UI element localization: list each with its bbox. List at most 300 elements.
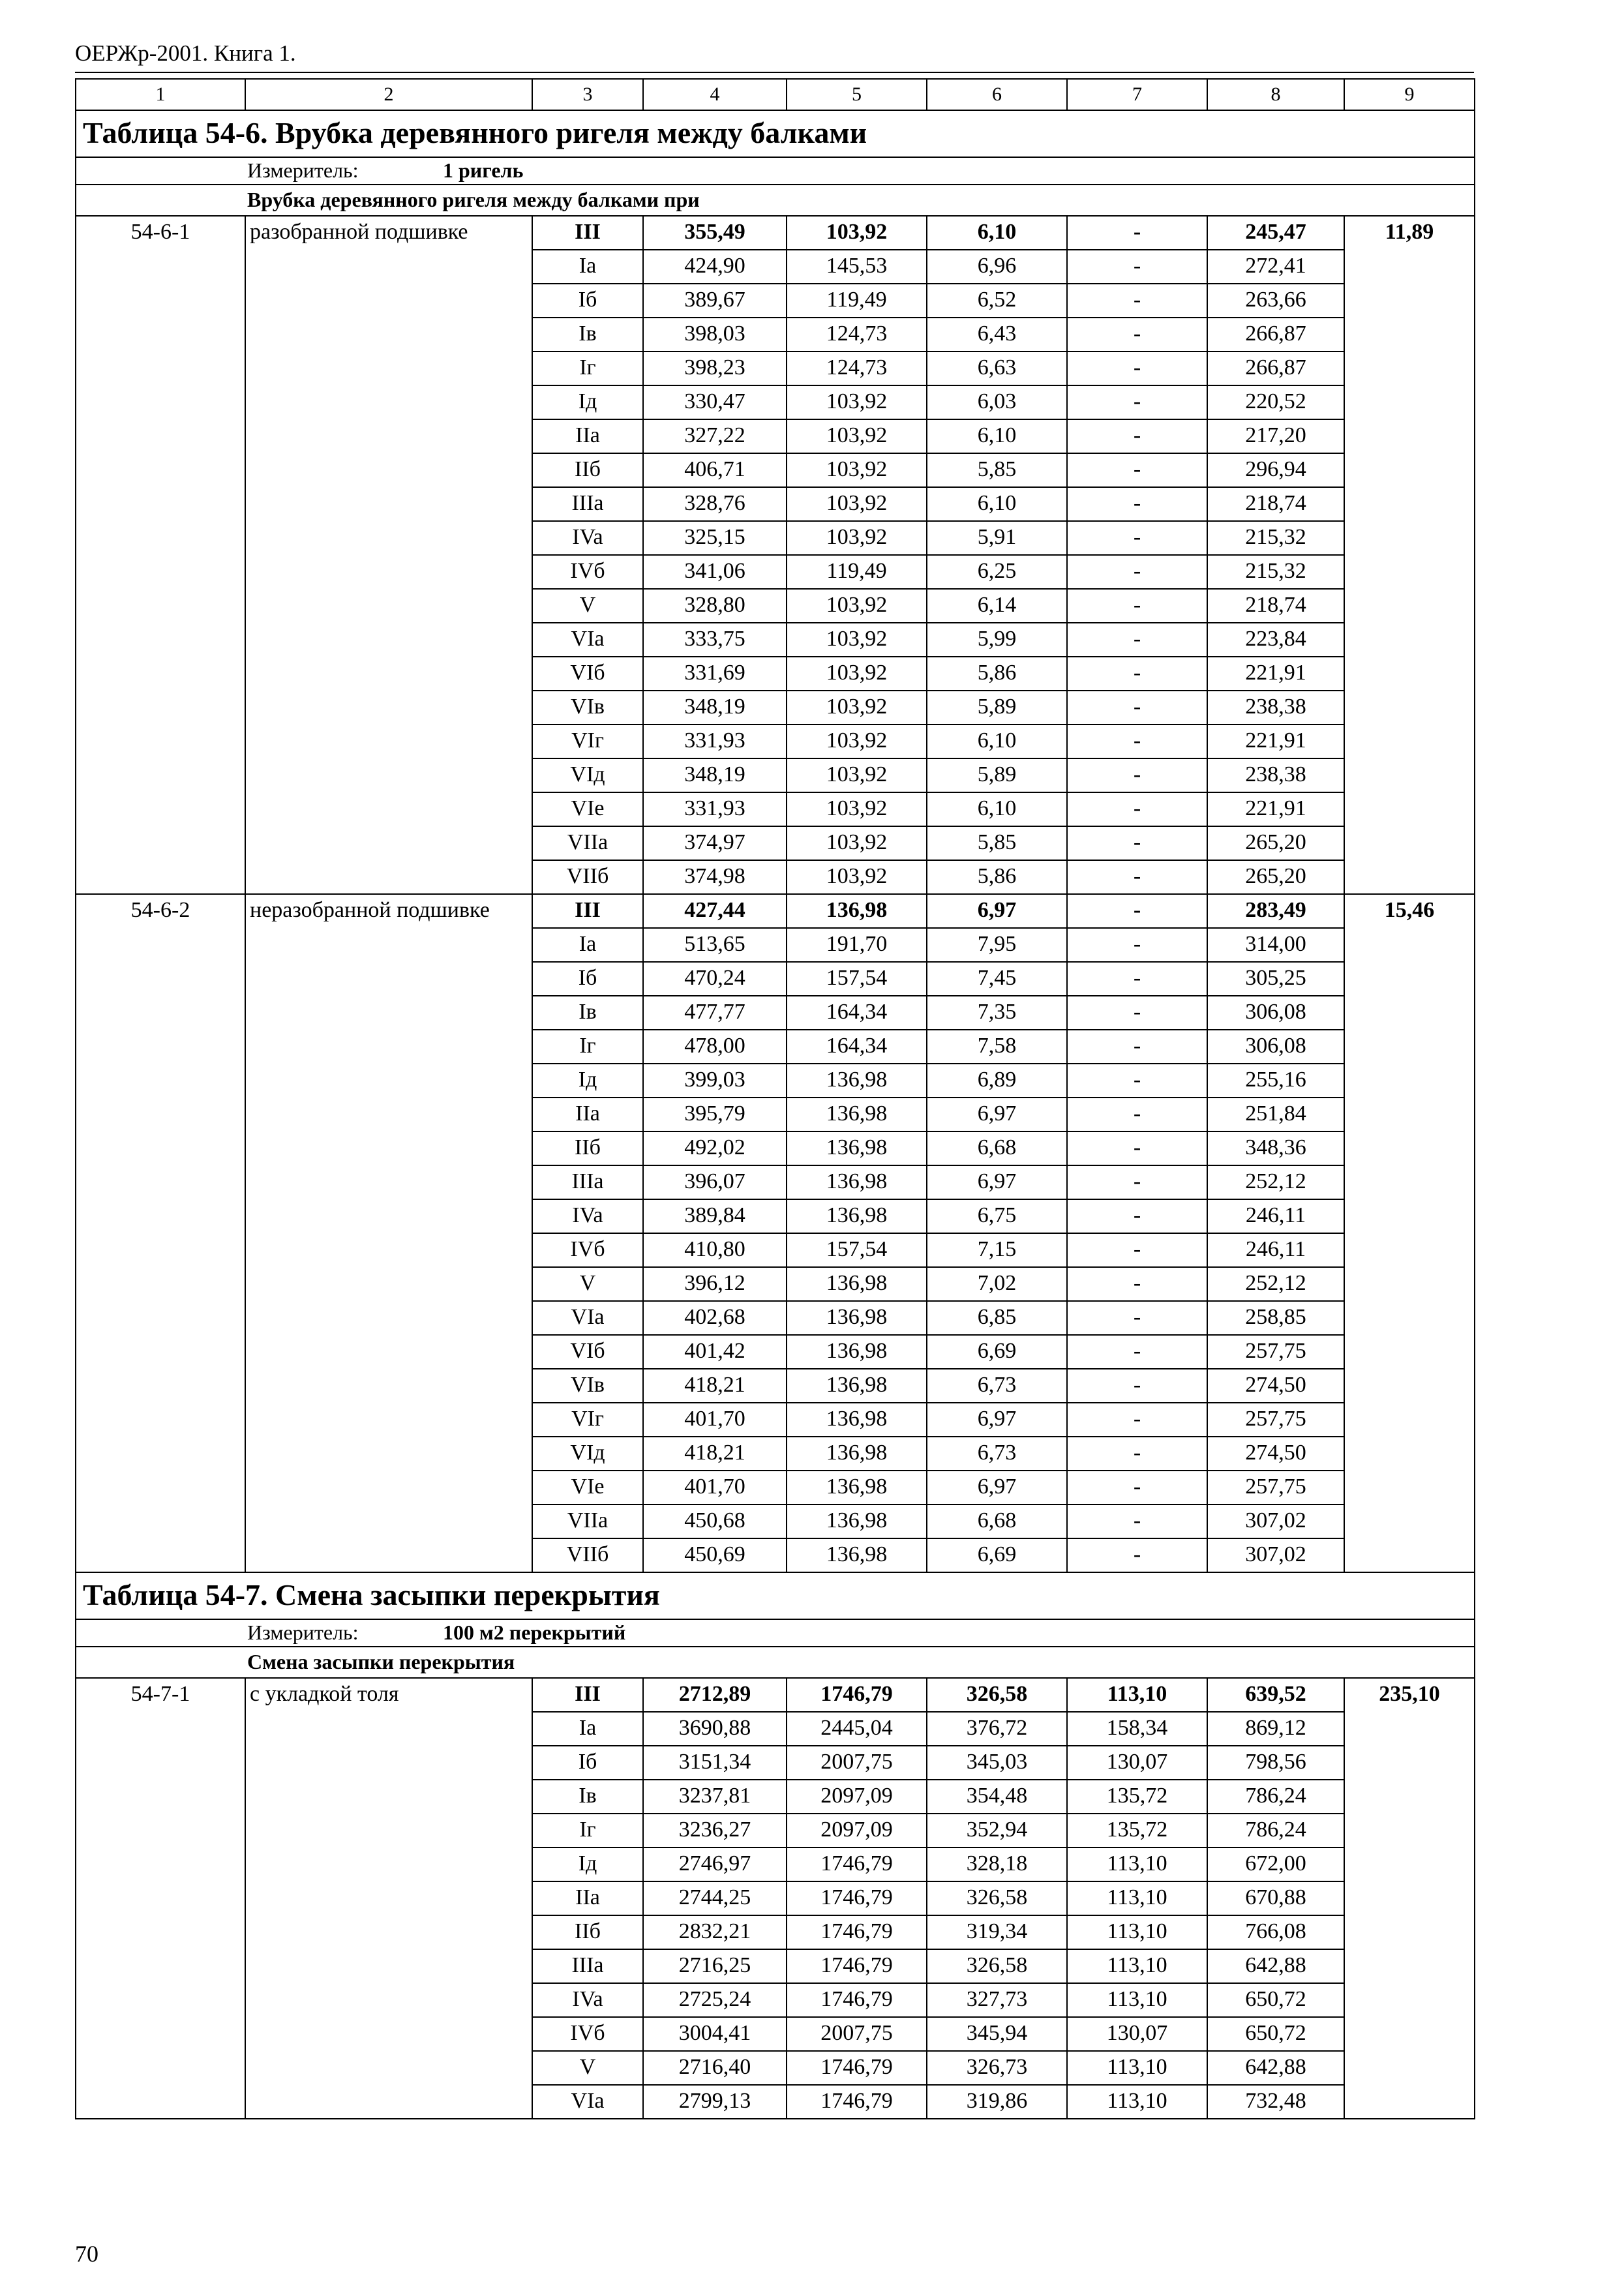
value-cell: 2007,75 xyxy=(787,1746,927,1780)
zone-cell: Ia xyxy=(532,1712,643,1746)
value-cell: 398,23 xyxy=(643,352,787,385)
value-cell: 418,21 xyxy=(643,1437,787,1471)
value-cell: 2744,25 xyxy=(643,1881,787,1915)
zone-cell: V xyxy=(532,589,643,623)
zone-cell: Iв xyxy=(532,1780,643,1814)
value-cell: - xyxy=(1067,216,1207,250)
value-cell: 327,22 xyxy=(643,419,787,453)
column-number: 8 xyxy=(1207,79,1344,110)
value-cell: 103,92 xyxy=(787,521,927,555)
value-cell: 221,91 xyxy=(1207,792,1344,826)
value-cell: 136,98 xyxy=(787,1131,927,1165)
value-cell: - xyxy=(1067,1064,1207,1098)
value-cell: 642,88 xyxy=(1207,1949,1344,1983)
value-cell: 255,16 xyxy=(1207,1064,1344,1098)
zone-cell: Iг xyxy=(532,1030,643,1064)
measure-value: 1 ригель xyxy=(443,158,524,182)
zone-cell: V xyxy=(532,1267,643,1301)
value-cell: 401,70 xyxy=(643,1403,787,1437)
value-cell: 650,72 xyxy=(1207,1983,1344,2017)
value-cell: - xyxy=(1067,792,1207,826)
value-cell: 5,85 xyxy=(927,826,1067,860)
value-cell: 113,10 xyxy=(1067,1949,1207,1983)
value-cell: - xyxy=(1067,758,1207,792)
value-cell: 374,98 xyxy=(643,860,787,894)
zone-cell: VIв xyxy=(532,691,643,725)
value-cell: 766,08 xyxy=(1207,1915,1344,1949)
table-body xyxy=(76,79,1475,2119)
value-cell: 103,92 xyxy=(787,216,927,250)
value-cell: - xyxy=(1067,555,1207,589)
value-cell: 119,49 xyxy=(787,284,927,318)
value-cell: 251,84 xyxy=(1207,1098,1344,1131)
zone-cell: IIIa xyxy=(532,487,643,521)
measure-row xyxy=(76,1619,1475,1647)
zone-cell: Iб xyxy=(532,962,643,996)
zone-cell: VIa xyxy=(532,1301,643,1335)
value-cell: 113,10 xyxy=(1067,2051,1207,2085)
zone-cell: VIд xyxy=(532,758,643,792)
zone-cell: VIIa xyxy=(532,826,643,860)
value-cell: 1746,79 xyxy=(787,1949,927,1983)
value-cell: 319,86 xyxy=(927,2085,1067,2119)
value-cell: 136,98 xyxy=(787,1403,927,1437)
value-cell: 257,75 xyxy=(1207,1403,1344,1437)
value-cell: 5,99 xyxy=(927,623,1067,657)
value-cell: - xyxy=(1067,284,1207,318)
value-cell: 135,72 xyxy=(1067,1780,1207,1814)
zone-cell: IVa xyxy=(532,521,643,555)
value-cell: 1746,79 xyxy=(787,2085,927,2119)
value-cell: 352,94 xyxy=(927,1814,1067,1848)
zone-cell: Iг xyxy=(532,352,643,385)
value-cell: 355,49 xyxy=(643,216,787,250)
table-subtitle: Смена засыпки перекрытия xyxy=(76,1647,1475,1678)
zone-cell: IIIa xyxy=(532,1949,643,1983)
value-cell: 191,70 xyxy=(787,928,927,962)
value-cell: 164,34 xyxy=(787,1030,927,1064)
value-cell: 305,25 xyxy=(1207,962,1344,996)
value-cell: 325,15 xyxy=(643,521,787,555)
value-cell: 6,75 xyxy=(927,1199,1067,1233)
value-cell: 307,02 xyxy=(1207,1504,1344,1538)
zone-cell: Iв xyxy=(532,996,643,1030)
value-cell: 3236,27 xyxy=(643,1814,787,1848)
value-cell: 2832,21 xyxy=(643,1915,787,1949)
value-cell: 6,25 xyxy=(927,555,1067,589)
value-cell: 252,12 xyxy=(1207,1165,1344,1199)
value-cell: - xyxy=(1067,1131,1207,1165)
value-cell: 2716,40 xyxy=(643,2051,787,2085)
value-cell: 113,10 xyxy=(1067,1678,1207,1712)
subtitle-row xyxy=(76,185,1475,216)
value-cell: 328,80 xyxy=(643,589,787,623)
value-cell: 395,79 xyxy=(643,1098,787,1131)
value-cell: 1746,79 xyxy=(787,1848,927,1881)
zone-cell: VIe xyxy=(532,1471,643,1504)
value-cell: 6,69 xyxy=(927,1335,1067,1369)
value-cell: 164,34 xyxy=(787,996,927,1030)
item-name: разобранной подшивке xyxy=(245,216,532,894)
value-cell: 396,12 xyxy=(643,1267,787,1301)
value-cell: 2097,09 xyxy=(787,1814,927,1848)
value-cell: 6,10 xyxy=(927,487,1067,521)
value-cell: 786,24 xyxy=(1207,1814,1344,1848)
value-cell: 221,91 xyxy=(1207,725,1344,758)
value-cell: 513,65 xyxy=(643,928,787,962)
value-cell: 223,84 xyxy=(1207,623,1344,657)
page-header: ОЕРЖр-2001. Книга 1. xyxy=(75,40,296,66)
value-cell: 401,42 xyxy=(643,1335,787,1369)
zone-cell: VIг xyxy=(532,1403,643,1437)
value-cell: - xyxy=(1067,1165,1207,1199)
item-name: с укладкой толя xyxy=(245,1678,532,2119)
value-cell: 5,89 xyxy=(927,691,1067,725)
zone-cell: IVб xyxy=(532,2017,643,2051)
value-cell: 410,80 xyxy=(643,1233,787,1267)
value-cell: 136,98 xyxy=(787,1504,927,1538)
value-cell: 6,63 xyxy=(927,352,1067,385)
labor-cost-cell: 235,10 xyxy=(1344,1678,1475,2119)
value-cell: 424,90 xyxy=(643,250,787,284)
value-cell: 7,15 xyxy=(927,1233,1067,1267)
zone-cell: III xyxy=(532,1678,643,1712)
value-cell: - xyxy=(1067,419,1207,453)
value-cell: 650,72 xyxy=(1207,2017,1344,2051)
value-cell: 124,73 xyxy=(787,318,927,352)
value-cell: - xyxy=(1067,1471,1207,1504)
value-cell: 136,98 xyxy=(787,1335,927,1369)
value-cell: 1746,79 xyxy=(787,1881,927,1915)
value-cell: 314,00 xyxy=(1207,928,1344,962)
value-cell: 6,97 xyxy=(927,1098,1067,1131)
table-title: Таблица 54-6. Врубка деревянного ригеля между балками xyxy=(76,110,1475,157)
zone-cell: Ia xyxy=(532,928,643,962)
table-subtitle: Врубка деревянного ригеля между балками при xyxy=(76,185,1475,216)
value-cell: 217,20 xyxy=(1207,419,1344,453)
zone-cell: VIд xyxy=(532,1437,643,1471)
value-cell: 3004,41 xyxy=(643,2017,787,2051)
value-cell: 136,98 xyxy=(787,1064,927,1098)
value-cell: 672,00 xyxy=(1207,1848,1344,1881)
value-cell: 642,88 xyxy=(1207,2051,1344,2085)
zone-cell: VIIa xyxy=(532,1504,643,1538)
value-cell: 374,97 xyxy=(643,826,787,860)
value-cell: 119,49 xyxy=(787,555,927,589)
zone-cell: VIв xyxy=(532,1369,643,1403)
value-cell: - xyxy=(1067,352,1207,385)
value-cell: 402,68 xyxy=(643,1301,787,1335)
zone-cell: IIa xyxy=(532,1098,643,1131)
value-cell: - xyxy=(1067,996,1207,1030)
value-cell: 328,76 xyxy=(643,487,787,521)
value-cell: 1746,79 xyxy=(787,1983,927,2017)
value-cell: 399,03 xyxy=(643,1064,787,1098)
value-cell: - xyxy=(1067,1233,1207,1267)
value-cell: 124,73 xyxy=(787,352,927,385)
measure-cell xyxy=(76,157,1475,185)
value-cell: 272,41 xyxy=(1207,250,1344,284)
value-cell: - xyxy=(1067,1030,1207,1064)
value-cell: - xyxy=(1067,250,1207,284)
value-cell: 7,95 xyxy=(927,928,1067,962)
value-cell: 478,00 xyxy=(643,1030,787,1064)
column-number: 5 xyxy=(787,79,927,110)
value-cell: 307,02 xyxy=(1207,1538,1344,1572)
value-cell: 345,03 xyxy=(927,1746,1067,1780)
value-cell: 330,47 xyxy=(643,385,787,419)
table-row xyxy=(76,216,1475,250)
value-cell: 130,07 xyxy=(1067,2017,1207,2051)
value-cell: 265,20 xyxy=(1207,826,1344,860)
value-cell: 331,93 xyxy=(643,725,787,758)
value-cell: 157,54 xyxy=(787,962,927,996)
value-cell: - xyxy=(1067,860,1207,894)
zone-cell: IIa xyxy=(532,419,643,453)
zone-cell: IIб xyxy=(532,1915,643,1949)
value-cell: 6,69 xyxy=(927,1538,1067,1572)
value-cell: 283,49 xyxy=(1207,894,1344,928)
value-cell: 145,53 xyxy=(787,250,927,284)
value-cell: 238,38 xyxy=(1207,758,1344,792)
value-cell: 5,86 xyxy=(927,657,1067,691)
value-cell: 331,93 xyxy=(643,792,787,826)
zone-cell: VIб xyxy=(532,1335,643,1369)
value-cell: 296,94 xyxy=(1207,453,1344,487)
value-cell: 2097,09 xyxy=(787,1780,927,1814)
value-cell: 2007,75 xyxy=(787,2017,927,2051)
value-cell: 103,92 xyxy=(787,860,927,894)
value-cell: 3151,34 xyxy=(643,1746,787,1780)
value-cell: 326,58 xyxy=(927,1678,1067,1712)
value-cell: 130,07 xyxy=(1067,1746,1207,1780)
column-number: 2 xyxy=(245,79,532,110)
subtitle-row xyxy=(76,1647,1475,1678)
value-cell: 113,10 xyxy=(1067,2085,1207,2119)
value-cell: 6,10 xyxy=(927,419,1067,453)
value-cell: 136,98 xyxy=(787,1165,927,1199)
value-cell: 103,92 xyxy=(787,623,927,657)
value-cell: - xyxy=(1067,1098,1207,1131)
zone-cell: V xyxy=(532,2051,643,2085)
value-cell: 136,98 xyxy=(787,1471,927,1504)
value-cell: 265,20 xyxy=(1207,860,1344,894)
value-cell: 389,67 xyxy=(643,284,787,318)
value-cell: 246,11 xyxy=(1207,1233,1344,1267)
item-code: 54-7-1 xyxy=(76,1678,245,2119)
value-cell: 218,74 xyxy=(1207,589,1344,623)
column-number: 3 xyxy=(532,79,643,110)
zone-cell: III xyxy=(532,894,643,928)
value-cell: 245,47 xyxy=(1207,216,1344,250)
value-cell: 331,69 xyxy=(643,657,787,691)
value-cell: 5,86 xyxy=(927,860,1067,894)
value-cell: - xyxy=(1067,1301,1207,1335)
value-cell: 263,66 xyxy=(1207,284,1344,318)
zone-cell: IIб xyxy=(532,1131,643,1165)
value-cell: - xyxy=(1067,1437,1207,1471)
value-cell: 136,98 xyxy=(787,1301,927,1335)
value-cell: 6,68 xyxy=(927,1131,1067,1165)
value-cell: 306,08 xyxy=(1207,1030,1344,1064)
value-cell: 257,75 xyxy=(1207,1471,1344,1504)
value-cell: 389,84 xyxy=(643,1199,787,1233)
value-cell: 257,75 xyxy=(1207,1335,1344,1369)
value-cell: - xyxy=(1067,385,1207,419)
value-cell: 215,32 xyxy=(1207,555,1344,589)
measure-value: 100 м2 перекрытий xyxy=(443,1621,626,1644)
value-cell: 470,24 xyxy=(643,962,787,996)
value-cell: 220,52 xyxy=(1207,385,1344,419)
value-cell: 732,48 xyxy=(1207,2085,1344,2119)
value-cell: 135,72 xyxy=(1067,1814,1207,1848)
table-row xyxy=(76,1678,1475,1712)
value-cell: - xyxy=(1067,691,1207,725)
zone-cell: Ia xyxy=(532,250,643,284)
value-cell: - xyxy=(1067,623,1207,657)
value-cell: 2799,13 xyxy=(643,2085,787,2119)
value-cell: 326,58 xyxy=(927,1949,1067,1983)
value-cell: 6,97 xyxy=(927,1165,1067,1199)
column-number: 7 xyxy=(1067,79,1207,110)
value-cell: 341,06 xyxy=(643,555,787,589)
zone-cell: IVб xyxy=(532,555,643,589)
value-cell: 354,48 xyxy=(927,1780,1067,1814)
value-cell: 5,85 xyxy=(927,453,1067,487)
value-cell: 7,35 xyxy=(927,996,1067,1030)
value-cell: - xyxy=(1067,1403,1207,1437)
value-cell: 670,88 xyxy=(1207,1881,1344,1915)
value-cell: 6,73 xyxy=(927,1369,1067,1403)
table-title-row xyxy=(76,110,1475,157)
value-cell: 136,98 xyxy=(787,1098,927,1131)
value-cell: 103,92 xyxy=(787,691,927,725)
value-cell: 2445,04 xyxy=(787,1712,927,1746)
value-cell: 7,58 xyxy=(927,1030,1067,1064)
value-cell: 6,97 xyxy=(927,1403,1067,1437)
value-cell: 136,98 xyxy=(787,1369,927,1403)
value-cell: - xyxy=(1067,826,1207,860)
zone-cell: VIг xyxy=(532,725,643,758)
zone-cell: Iв xyxy=(532,318,643,352)
value-cell: 798,56 xyxy=(1207,1746,1344,1780)
value-cell: - xyxy=(1067,1369,1207,1403)
value-cell: - xyxy=(1067,1199,1207,1233)
value-cell: 136,98 xyxy=(787,1199,927,1233)
item-code: 54-6-1 xyxy=(76,216,245,894)
zone-cell: VIa xyxy=(532,623,643,657)
value-cell: - xyxy=(1067,318,1207,352)
value-cell: 7,02 xyxy=(927,1267,1067,1301)
value-cell: 136,98 xyxy=(787,1267,927,1301)
value-cell: 246,11 xyxy=(1207,1199,1344,1233)
value-cell: 252,12 xyxy=(1207,1267,1344,1301)
value-cell: 348,19 xyxy=(643,758,787,792)
zone-cell: Iд xyxy=(532,385,643,419)
value-cell: 103,92 xyxy=(787,792,927,826)
header-rule xyxy=(75,72,1474,73)
value-cell: 158,34 xyxy=(1067,1712,1207,1746)
value-cell: - xyxy=(1067,928,1207,962)
value-cell: - xyxy=(1067,487,1207,521)
column-number: 9 xyxy=(1344,79,1475,110)
value-cell: 2716,25 xyxy=(643,1949,787,1983)
value-cell: 450,68 xyxy=(643,1504,787,1538)
value-cell: 113,10 xyxy=(1067,1881,1207,1915)
labor-cost-cell: 15,46 xyxy=(1344,894,1475,1572)
zone-cell: IVa xyxy=(532,1199,643,1233)
value-cell: 427,44 xyxy=(643,894,787,928)
value-cell: 326,58 xyxy=(927,1881,1067,1915)
zone-cell: VIб xyxy=(532,657,643,691)
value-cell: 450,69 xyxy=(643,1538,787,1572)
zone-cell: VIe xyxy=(532,792,643,826)
value-cell: - xyxy=(1067,657,1207,691)
value-cell: 639,52 xyxy=(1207,1678,1344,1712)
value-cell: 6,10 xyxy=(927,725,1067,758)
value-cell: 401,70 xyxy=(643,1471,787,1504)
value-cell: 786,24 xyxy=(1207,1780,1344,1814)
value-cell: 6,97 xyxy=(927,1471,1067,1504)
table-title-row xyxy=(76,1572,1475,1619)
value-cell: 266,87 xyxy=(1207,352,1344,385)
value-cell: 2712,89 xyxy=(643,1678,787,1712)
value-cell: 492,02 xyxy=(643,1131,787,1165)
value-cell: 6,43 xyxy=(927,318,1067,352)
table-row xyxy=(76,894,1475,928)
value-cell: 319,34 xyxy=(927,1915,1067,1949)
value-cell: 103,92 xyxy=(787,589,927,623)
value-cell: 238,38 xyxy=(1207,691,1344,725)
zone-cell: VIIб xyxy=(532,1538,643,1572)
value-cell: 136,98 xyxy=(787,1538,927,1572)
column-number: 6 xyxy=(927,79,1067,110)
value-cell: 274,50 xyxy=(1207,1369,1344,1403)
value-cell: 1746,79 xyxy=(787,2051,927,2085)
value-cell: 396,07 xyxy=(643,1165,787,1199)
zone-cell: VIIб xyxy=(532,860,643,894)
value-cell: 327,73 xyxy=(927,1983,1067,2017)
zone-cell: Iб xyxy=(532,1746,643,1780)
value-cell: - xyxy=(1067,453,1207,487)
value-cell: 6,97 xyxy=(927,894,1067,928)
value-cell: 258,85 xyxy=(1207,1301,1344,1335)
value-cell: 218,74 xyxy=(1207,487,1344,521)
value-cell: - xyxy=(1067,725,1207,758)
value-cell: 113,10 xyxy=(1067,1915,1207,1949)
value-cell: 6,85 xyxy=(927,1301,1067,1335)
zone-cell: Iд xyxy=(532,1064,643,1098)
zone-cell: IIб xyxy=(532,453,643,487)
value-cell: 113,10 xyxy=(1067,1848,1207,1881)
value-cell: 477,77 xyxy=(643,996,787,1030)
zone-cell: Iд xyxy=(532,1848,643,1881)
value-cell: 345,94 xyxy=(927,2017,1067,2051)
value-cell: 103,92 xyxy=(787,725,927,758)
value-cell: - xyxy=(1067,1267,1207,1301)
rates-table xyxy=(75,78,1475,2119)
zone-cell: Iг xyxy=(532,1814,643,1848)
zone-cell: VIa xyxy=(532,2085,643,2119)
value-cell: 328,18 xyxy=(927,1848,1067,1881)
zone-cell: Iб xyxy=(532,284,643,318)
measure-row xyxy=(76,157,1475,185)
value-cell: 348,19 xyxy=(643,691,787,725)
value-cell: 103,92 xyxy=(787,826,927,860)
measure-label: Измеритель: xyxy=(247,1621,359,1644)
value-cell: 398,03 xyxy=(643,318,787,352)
zone-cell: IVa xyxy=(532,1983,643,2017)
